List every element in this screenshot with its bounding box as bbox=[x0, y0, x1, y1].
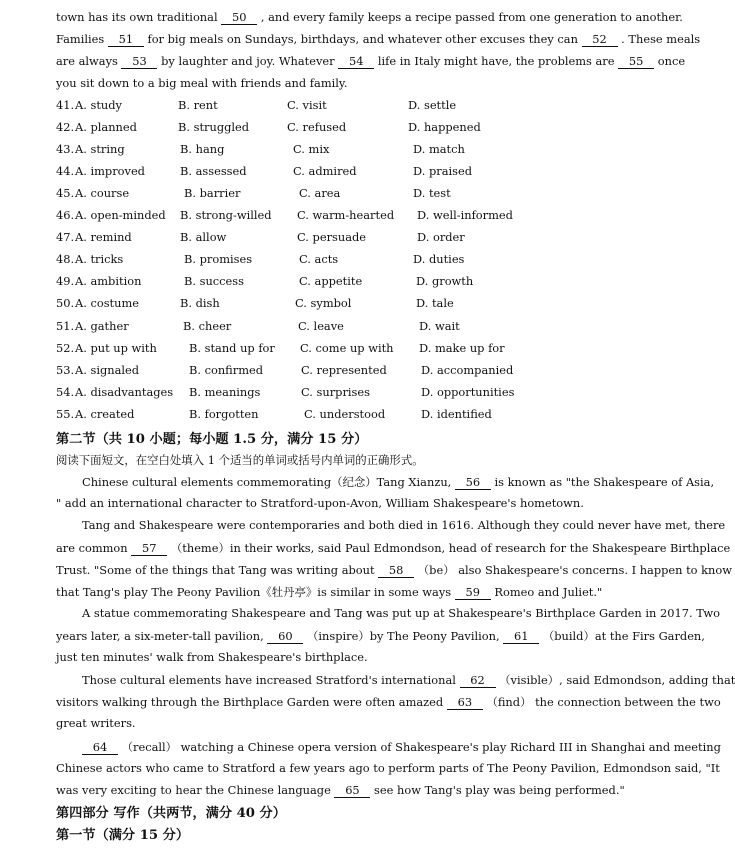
question-number: 42. bbox=[56, 120, 75, 135]
option-d[interactable]: D. test bbox=[413, 186, 451, 201]
passage-line: great writers. bbox=[56, 716, 136, 730]
option-a[interactable]: A. gather bbox=[75, 318, 129, 333]
option-a[interactable]: A. disadvantages bbox=[75, 384, 174, 399]
passage-line: " add an international character to Stratford-upon-Avon, William Shakespeare's hometown. bbox=[56, 496, 584, 510]
question-number: 48. bbox=[56, 252, 75, 267]
part-heading: 第四部分 写作（共两节，满分 40 分） bbox=[56, 806, 286, 821]
passage-line: Families 51 for big meals on Sundays, birthdays, and whatever other excuses they can 52 . These meals bbox=[56, 32, 701, 46]
option-a[interactable]: A. planned bbox=[75, 120, 137, 135]
question-number: 44. bbox=[56, 164, 75, 179]
option-d[interactable]: D. opportunities bbox=[421, 384, 515, 399]
passage-line: are common 57 （theme）in their works, said Paul Edmondson, head of research for the Shakespeare Birthplace bbox=[56, 541, 731, 555]
option-a[interactable]: A. open-minded bbox=[75, 208, 166, 223]
question-number: 46. bbox=[56, 208, 75, 223]
option-b[interactable]: B. success bbox=[184, 274, 244, 289]
option-b[interactable]: B. allow bbox=[180, 230, 227, 245]
blank-50[interactable]: 50 bbox=[221, 10, 257, 25]
option-c[interactable]: C. leave bbox=[298, 318, 344, 333]
passage-line: A statue commemorating Shakespeare and Tang was put up at Shakespeare's Birthplace Garden in 2017. Two bbox=[82, 606, 721, 620]
option-d[interactable]: D. wait bbox=[419, 318, 460, 333]
option-a[interactable]: A. tricks bbox=[75, 252, 124, 267]
option-c[interactable]: C. area bbox=[299, 186, 341, 201]
option-a[interactable]: A. put up with bbox=[75, 340, 157, 355]
option-c[interactable]: C. understood bbox=[304, 406, 386, 421]
option-b[interactable]: B. strong-willed bbox=[180, 208, 272, 223]
section-heading: 第一节（满分 15 分） bbox=[56, 828, 190, 843]
passage-line: Tang and Shakespeare were contemporaries and both died in 1616. Although they could never have met, there bbox=[82, 518, 726, 532]
option-b[interactable]: B. meanings bbox=[189, 384, 261, 399]
option-d[interactable]: D. match bbox=[413, 142, 465, 157]
option-d[interactable]: D. happened bbox=[408, 120, 481, 135]
option-d[interactable]: D. growth bbox=[416, 274, 474, 289]
option-a[interactable]: A. string bbox=[75, 142, 125, 157]
option-b[interactable]: B. rent bbox=[178, 98, 218, 112]
blank-63[interactable]: 63 bbox=[447, 695, 483, 710]
option-c[interactable]: C. come up with bbox=[300, 340, 394, 355]
option-c[interactable]: C. appetite bbox=[299, 274, 363, 289]
blank-52[interactable]: 52 bbox=[582, 32, 618, 47]
blank-54[interactable]: 54 bbox=[338, 54, 374, 69]
option-b[interactable]: B. assessed bbox=[180, 164, 247, 179]
option-c[interactable]: C. acts bbox=[299, 252, 339, 267]
question-number: 49. bbox=[56, 274, 75, 289]
blank-62[interactable]: 62 bbox=[460, 673, 496, 688]
option-b[interactable]: B. struggled bbox=[178, 120, 250, 135]
option-d[interactable]: D. duties bbox=[413, 252, 465, 267]
question-number: 45. bbox=[56, 186, 75, 201]
section-instruction: 阅读下面短文，在空白处填入 1 个适当的单词或括号内单词的正确形式。 bbox=[56, 453, 424, 467]
option-c[interactable]: C. persuade bbox=[297, 230, 367, 245]
option-c[interactable]: C. surprises bbox=[301, 384, 370, 399]
passage-line: just ten minutes' walk from Shakespeare's birthplace. bbox=[56, 650, 368, 664]
option-b[interactable]: B. barrier bbox=[184, 186, 241, 201]
question-number: 51. bbox=[56, 318, 75, 333]
option-d[interactable]: D. tale bbox=[416, 296, 454, 311]
blank-61[interactable]: 61 bbox=[503, 629, 539, 644]
question-number: 54. bbox=[56, 384, 75, 399]
option-b[interactable]: B. dish bbox=[180, 296, 220, 311]
passage-line: was very exciting to hear the Chinese language 65 see how Tang's play was being performed." bbox=[56, 783, 625, 797]
option-b[interactable]: B. forgotten bbox=[189, 406, 259, 421]
option-d[interactable]: D. make up for bbox=[419, 340, 505, 355]
passage-line: town has its own traditional 50 , and every family keeps a recipe passed from one generation to another. bbox=[56, 10, 683, 24]
blank-58[interactable]: 58 bbox=[378, 563, 414, 578]
option-a[interactable]: A. ambition bbox=[75, 274, 142, 289]
question-number: 52. bbox=[56, 340, 75, 355]
option-a[interactable]: A. remind bbox=[75, 230, 132, 245]
option-a[interactable]: A. course bbox=[75, 186, 130, 201]
blank-55[interactable]: 55 bbox=[618, 54, 654, 69]
passage-line: Trust. "Some of the things that Tang was writing about 58 （be） also Shakespeare's concerns. I happen to know bbox=[56, 563, 733, 577]
option-a[interactable]: A. created bbox=[75, 406, 135, 421]
passage-line: years later, a six-meter-tall pavilion, 60 （inspire）by The Peony Pavilion, 61 （build）at the Firs Garden, bbox=[56, 629, 705, 643]
blank-53[interactable]: 53 bbox=[121, 54, 157, 69]
blank-56[interactable]: 56 bbox=[455, 475, 491, 490]
section-heading: 第二节（共 10 小题；每小题 1.5 分，满分 15 分） bbox=[56, 432, 368, 447]
option-b[interactable]: B. promises bbox=[184, 252, 253, 267]
blank-65[interactable]: 65 bbox=[334, 783, 370, 798]
passage-line: are always 53 by laughter and joy. Whatever 54 life in Italy might have, the problems are 55 once bbox=[56, 54, 686, 68]
question-number: 43. bbox=[56, 142, 75, 157]
option-a[interactable]: A. signaled bbox=[75, 362, 140, 377]
option-d[interactable]: D. order bbox=[417, 230, 465, 245]
blank-51[interactable]: 51 bbox=[108, 32, 144, 47]
option-b[interactable]: B. confirmed bbox=[189, 362, 264, 377]
option-d[interactable]: D. identified bbox=[421, 406, 492, 421]
option-d[interactable]: D. settle bbox=[408, 98, 457, 112]
option-b[interactable]: B. cheer bbox=[183, 318, 232, 333]
passage-line: Chinese actors who came to Stratford a few years ago to perform parts of The Peony Pavilion, Edmondson said, "It bbox=[56, 761, 720, 775]
passage-line: you sit down to a big meal with friends and family. bbox=[56, 76, 348, 90]
question-number: 47. bbox=[56, 230, 75, 245]
passage-line: Chinese cultural elements commemorating（纪念）Tang Xianzu, 56 is known as "the Shakespeare of Asia, bbox=[82, 475, 715, 489]
option-c[interactable]: C. visit bbox=[287, 98, 327, 112]
option-c[interactable]: C. symbol bbox=[295, 296, 352, 311]
option-a[interactable]: A. improved bbox=[75, 164, 145, 179]
passage-line: that Tang's play The Peony Pavilion《牡丹亭》is similar in some ways 59 Romeo and Juliet." bbox=[56, 585, 603, 599]
blank-59[interactable]: 59 bbox=[455, 585, 491, 600]
option-d[interactable]: D. accompanied bbox=[421, 362, 514, 377]
question-number: 55. bbox=[56, 406, 75, 421]
question-number: 41. bbox=[56, 98, 75, 112]
blank-57[interactable]: 57 bbox=[131, 541, 167, 556]
option-a[interactable]: A. study bbox=[75, 98, 122, 112]
option-c[interactable]: C. refused bbox=[287, 120, 347, 135]
option-d[interactable]: D. well-informed bbox=[417, 208, 513, 223]
option-c[interactable]: C. mix bbox=[293, 142, 330, 157]
option-c[interactable]: C. admired bbox=[293, 164, 357, 179]
option-c[interactable]: C. represented bbox=[301, 362, 387, 377]
option-b[interactable]: B. stand up for bbox=[189, 340, 275, 355]
blank-60[interactable]: 60 bbox=[267, 629, 303, 644]
option-a[interactable]: A. costume bbox=[75, 296, 140, 311]
option-d[interactable]: D. praised bbox=[413, 164, 473, 179]
option-c[interactable]: C. warm-hearted bbox=[297, 208, 395, 223]
question-number: 50. bbox=[56, 296, 75, 311]
question-number: 53. bbox=[56, 362, 75, 377]
option-b[interactable]: B. hang bbox=[180, 142, 225, 157]
passage-line: visitors walking through the Birthplace Garden were often amazed 63 （find） the connection between the two bbox=[56, 695, 721, 709]
blank-64[interactable]: 64 bbox=[82, 740, 118, 755]
passage-line: Those cultural elements have increased Stratford's international 62 （visible）, said Edmondson, adding that bbox=[82, 673, 735, 687]
passage-line: 64 （recall） watching a Chinese opera version of Shakespeare's play Richard III in Shanghai and meeting bbox=[82, 739, 721, 755]
